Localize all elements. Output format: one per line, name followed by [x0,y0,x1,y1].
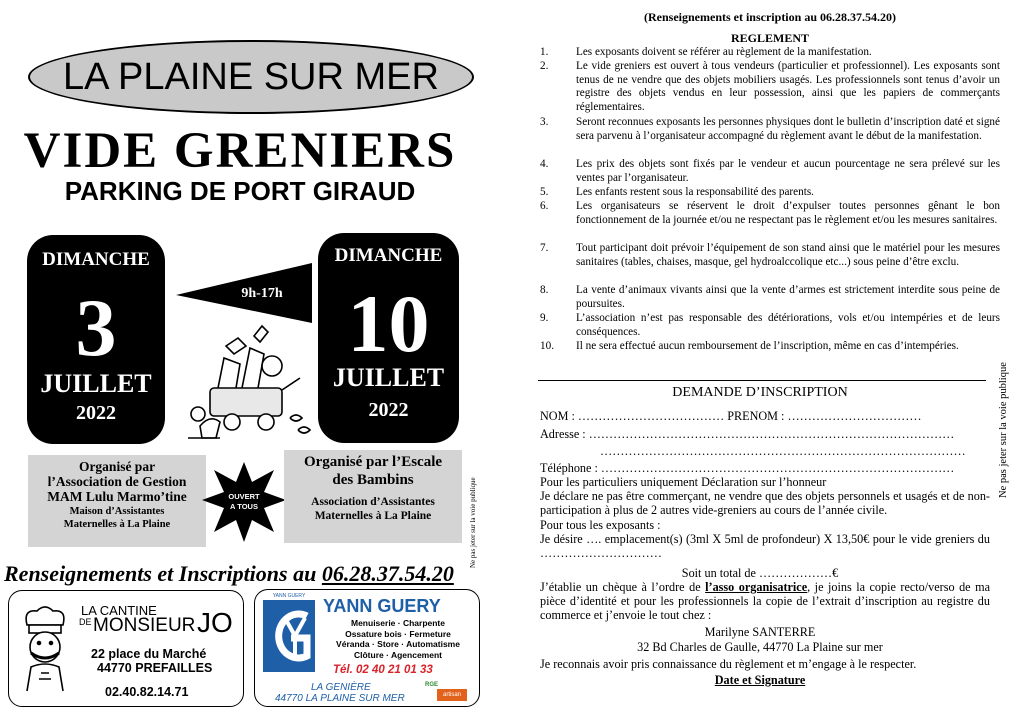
ad2-small: YANN GUERY [272,593,306,599]
date2-day: 10 [347,278,430,369]
ad1-addr2: 44770 PREFAILLES [97,661,213,675]
org1-line2: l’Association de Gestion [47,474,187,489]
town-title [28,40,474,114]
date1-day: 3 [75,282,117,373]
rule-number: 2. [540,60,549,72]
right-header: (Renseignements et inscription au 06.28.37.54.20) [644,10,896,24]
ad2-service-3: Véranda · Store · Automatisme [336,639,460,649]
ad2-service-1: Menuiserie · Charpente [351,618,445,628]
telephone-field[interactable]: Téléphone : …………………………………………………………………………… [540,461,955,475]
ad2-city: 44770 LA PLAINE SUR MER [275,693,405,704]
rge-badge: RGE [425,682,439,688]
rule-text: Tout participant doit prévoir l’équipement de son stand ainsi que le matériel pour les mesures sanitaires (tables, chaises, masque, gel hydroalccolique etc...) sous peine d’être exclu. [576,242,1000,268]
rule-10 [540,340,1000,354]
rule-text: Seront reconnues exposants les personnes physiques dont le bulletin d’inscription daté et signé sera parvenu à l’organisateur accompagné du règlement avant le début de la manifestation. [576,116,1000,142]
rules-title: REGLEMENT [730,31,809,45]
rule-2 [540,60,1000,114]
ad1-line1: LA CANTINE [81,603,157,618]
date2-dayname: DIMANCHE [334,245,443,266]
org2-line3: Association d’Assistantes [311,496,435,508]
rule-number: 3. [540,116,549,128]
form-title: DEMANDE D’INSCRIPTION [672,385,848,400]
ad2-tel: Tél. 02 40 21 01 33 [333,664,433,676]
declaration-text: Je déclare ne pas être commerçant, ne vendre que des objets personnels et usagés et de non-participation à plus de 2 autres vide-greniers au cours de l’année civile. [540,489,990,517]
ad2-services [321,618,475,660]
signature-label: Date et Signature [714,673,806,687]
date2-month: JUILLET [332,363,445,392]
rule-5 [540,186,1000,200]
ad2-service-2: Ossature bois · Fermeture [345,628,451,639]
tous-exposants-label: Pour tous les exposants : [540,518,661,532]
location-title: PARKING DE PORT GIRAUD [64,176,416,206]
rule-text: L’association n’est pas responsable des détériorations, vols et/ou intempéries et de leurs conséquences. [576,312,1000,338]
org1-line5: Maternelles à La Plaine [63,519,171,530]
artisan-badge: artisan [437,689,467,701]
cart-illustration [180,318,320,448]
ad2-name: YANN GUERY [323,596,441,616]
badge-line2: A TOUS [230,502,258,511]
hours-text: 9h-17h [241,286,283,301]
vertical-note-left [466,430,478,570]
ad1-monsieur: MONSIEUR [93,615,196,636]
rule-number: 1. [540,46,549,58]
asso-link: l’asso organisatrice [705,580,808,594]
rule-4 [540,158,1000,185]
org2-line2: des Bambins [332,472,414,488]
adresse-field[interactable]: Adresse : ……………………………………………………………………………… [540,427,955,441]
date2-year: 2022 [368,399,409,421]
rule-number: 7. [540,242,549,254]
date1-year: 2022 [76,402,116,424]
rule-3 [540,116,1000,143]
org1-line4: Maison d’Assistantes [69,506,165,517]
rule-number: 6. [540,200,549,212]
rule-number: 5. [540,186,549,198]
rule-text: Le vide greniers est ouvert à tous vendeurs (particulier et professionnel). Les exposants sont tenus de ne vendre que des objets mobiliers usagés. Les professionnels sont tenus d’avoir un registre des objets vendus en leur possession, ainsi que les papiers de commerçants réglementaires. [576,60,1000,113]
rule-text: Les prix des objets sont fixés par le vendeur et aucun pourcentage ne sera prélevé sur les ventes par l’organisateur. [576,158,1000,184]
info-phone: 06.28.37.54.20 [321,561,454,586]
vertical-note-left-text: Ne pas jeter sur la voie publique [469,477,477,568]
ad2-place: LA GENIÈRE [311,682,371,693]
org1-line3: MAM Lulu Marmo’tine [47,489,187,504]
org2-line1: Organisé par l’Escale [303,454,443,470]
date-box-2 [318,233,459,443]
vertical-note-right-text: Ne pas jeter sur la voie publique [998,362,1009,498]
rule-text: La vente d’animaux vivants ainsi que la vente d’armes est strictement interdite sous peine de poursuites. [576,284,1000,310]
date1-month: JUILLET [40,369,152,398]
cheque-text [540,580,990,622]
info-label: Renseignements et Inscriptions au [4,561,322,586]
rule-1 [540,46,1000,60]
rule-text: Les organisateurs se réservent le droit d’expulser toutes personnes gênant le bon fonctionnement de la journée et/ou ne respectant pas le règlement et/ou les mesures sanitaires. [576,200,1000,226]
rule-6 [540,200,1000,227]
particuliers-label: Pour les particuliers uniquement Déclaration sur l’honneur [540,475,827,489]
date-box-1 [27,235,165,444]
rule-8 [540,284,1000,311]
organizer-2 [284,450,462,543]
section-divider [538,380,986,381]
nom-prenom-field[interactable]: NOM : ……………………………… PRENOM : …………………………… [540,409,922,423]
ad-cantine [8,590,244,707]
rule-number: 4. [540,158,549,170]
open-to-all-badge [202,462,286,542]
yg-logo-icon [263,600,315,672]
hours-pennant [176,263,316,323]
adresse-field-2[interactable]: ……………………………………………………………………………… [600,444,966,458]
ad2-service-4: Clôture · Agencement [353,649,442,660]
total-field[interactable]: Soit un total de ………………€ [681,566,839,580]
ad1-jo: JO [197,607,233,638]
cheque-post: , je joins la copie recto/verso de ma pièce d’identité et pour les professionnels la copie de l’extrait d’inscription au registre du commerce et j’envoie le tout chez : [540,580,990,622]
rule-9 [540,312,1000,339]
cheque-pre: J’établie un chèque à l’ordre de [540,580,706,594]
rule-text: Les exposants doivent se référer au règlement de la manifestation. [576,46,872,58]
vertical-note-right [994,330,1010,500]
rule-7 [540,242,1000,269]
town-title-text: LA PLAINE SUR MER [63,55,439,98]
rule-number: 10. [540,340,554,352]
ad1-addr1: 22 place du Marché [91,647,207,661]
org2-line4: Maternelles à La Plaine [314,510,432,522]
rule-number: 8. [540,284,549,296]
badge-line1: OUVERT [228,492,260,501]
chef-icon [17,603,73,693]
org1-line1: Organisé par [78,459,156,474]
date1-dayname: DIMANCHE [42,249,150,270]
acceptance-text: Je reconnais avoir pris connaissance du règlement et m’engage à le respecter. [540,657,917,671]
rule-text: Les enfants restent sous la responsabilité des parents. [576,186,814,198]
contact-address: 32 Bd Charles de Gaulle, 44770 La Plaine sur mer [637,640,883,654]
event-title: VIDE GRENIERS [23,123,457,179]
contact-name: Marilyne SANTERRE [704,625,816,639]
ad1-de: DE [79,617,92,627]
organizer-1 [28,455,206,547]
emplacement-field[interactable]: Je désire …. emplacement(s) (3ml X 5ml de profondeur) X 13,50€ pour le vide greniers du ………………………… [540,532,990,560]
ad-yann-guery [254,589,480,707]
ad1-phone: 02.40.82.14.71 [105,685,189,699]
rule-text: Il ne sera effectué aucun remboursement de l’inscription, même en cas d’intempéries. [576,340,959,352]
info-line [4,561,474,587]
rule-number: 9. [540,312,549,324]
